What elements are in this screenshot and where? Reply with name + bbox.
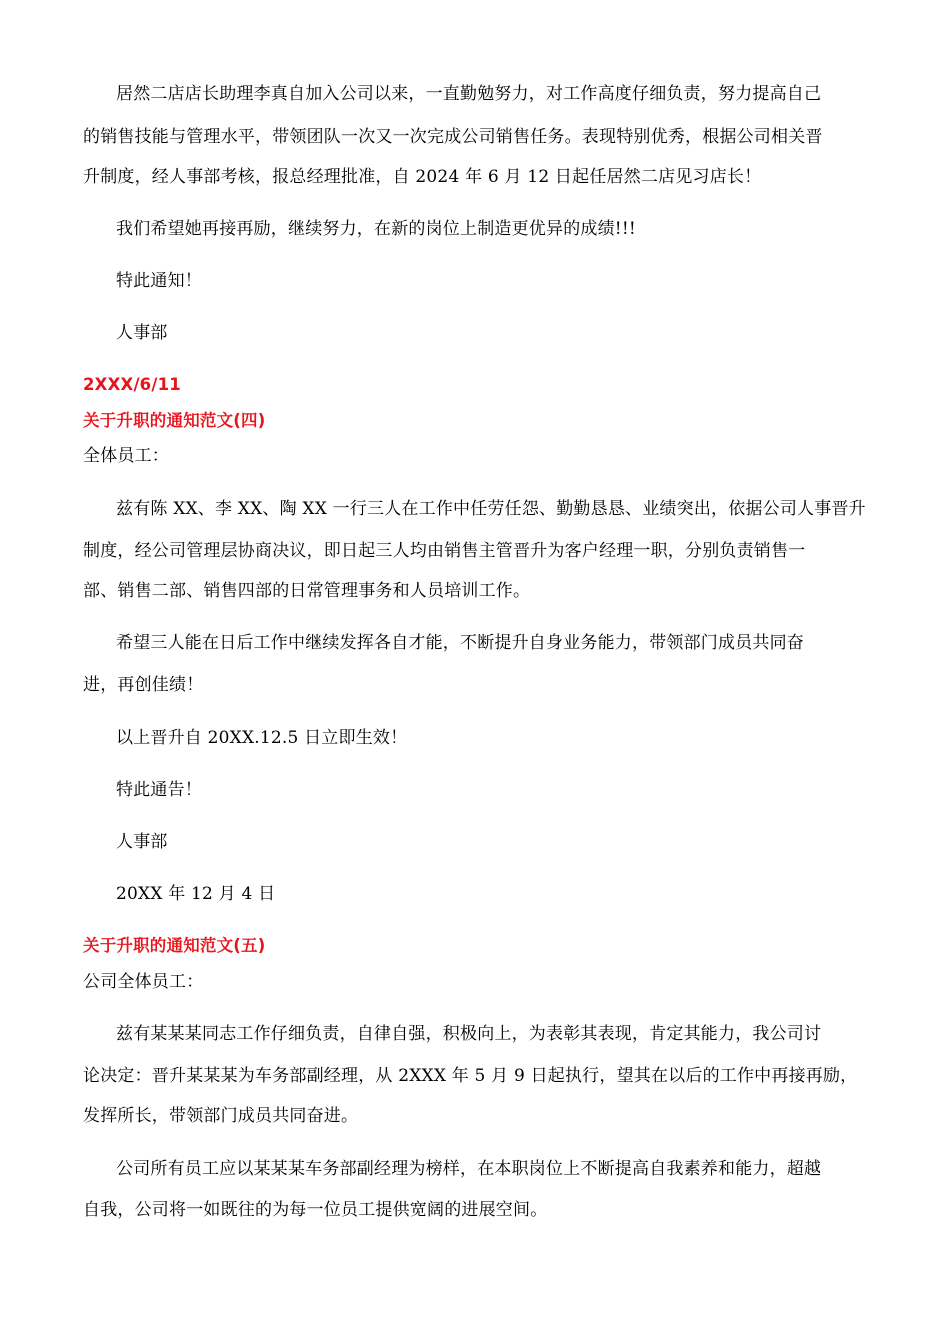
paragraph-line: 兹有某某某同志工作仔细负责，自律自强，积极向上，为表彰其表现，肯定其能力，我公司讨 bbox=[116, 1024, 822, 1044]
salutation: 公司全体员工： bbox=[83, 972, 204, 992]
paragraph-line: 制度，经公司管理层协商决议，即日起三人均由销售主管晋升为客户经理一职，分别负责销售一 bbox=[83, 541, 806, 561]
paragraph-line: 希望三人能在日后工作中继续发挥各自才能，不断提升自身业务能力，带领部门成员共同奋 bbox=[116, 633, 804, 653]
paragraph-line: 进，再创佳绩！ bbox=[83, 675, 204, 695]
section-heading: 关于升职的通知范文(四) bbox=[83, 411, 266, 430]
section-heading: 关于升职的通知范文(五) bbox=[83, 936, 266, 955]
paragraph-line: 升制度，经人事部考核，报总经理批准，自 2024 年 6 月 12 日起任居然二店见习店长！ bbox=[83, 167, 762, 187]
closing-text: 特此通知！ bbox=[116, 271, 202, 291]
signature-date: 2XXX/6/11 bbox=[83, 375, 181, 394]
paragraph-line: 以上晋升自 20XX.12.5 日立即生效！ bbox=[116, 728, 408, 748]
paragraph-line: 我们希望她再接再励，继续努力，在新的岗位上制造更优异的成绩!!! bbox=[116, 219, 636, 239]
paragraph-line: 的销售技能与管理水平，带领团队一次又一次完成公司销售任务。表现特别优秀，根据公司相关晋 bbox=[83, 127, 823, 147]
paragraph-line: 公司所有员工应以某某某车务部副经理为榜样，在本职岗位上不断提高自我素养和能力，超越 bbox=[116, 1159, 822, 1179]
signature-department: 人事部 bbox=[116, 832, 168, 852]
paragraph-line: 论决定：晋升某某某为车务部副经理，从 2XXX 年 5 月 9 日起执行，望其在以后的工作中再接再励， bbox=[83, 1066, 858, 1086]
paragraph-line: 发挥所长，带领部门成员共同奋进。 bbox=[83, 1106, 359, 1126]
paragraph-line: 部、销售二部、销售四部的日常管理事务和人员培训工作。 bbox=[83, 581, 531, 601]
paragraph-line: 居然二店店长助理李真自加入公司以来，一直勤勉努力，对工作高度仔细负责，努力提高自己 bbox=[116, 84, 822, 104]
paragraph-line: 兹有陈 XX、李 XX、陶 XX 一行三人在工作中任劳任怨、勤勤恳恳、业绩突出，依据公司人事晋升 bbox=[116, 499, 866, 519]
signature-department: 人事部 bbox=[116, 323, 168, 343]
signature-date: 20XX 年 12 月 4 日 bbox=[116, 884, 276, 904]
closing-text: 特此通告！ bbox=[116, 780, 202, 800]
salutation: 全体员工： bbox=[83, 446, 169, 466]
paragraph-line: 自我，公司将一如既往的为每一位员工提供宽阔的进展空间。 bbox=[83, 1200, 548, 1220]
